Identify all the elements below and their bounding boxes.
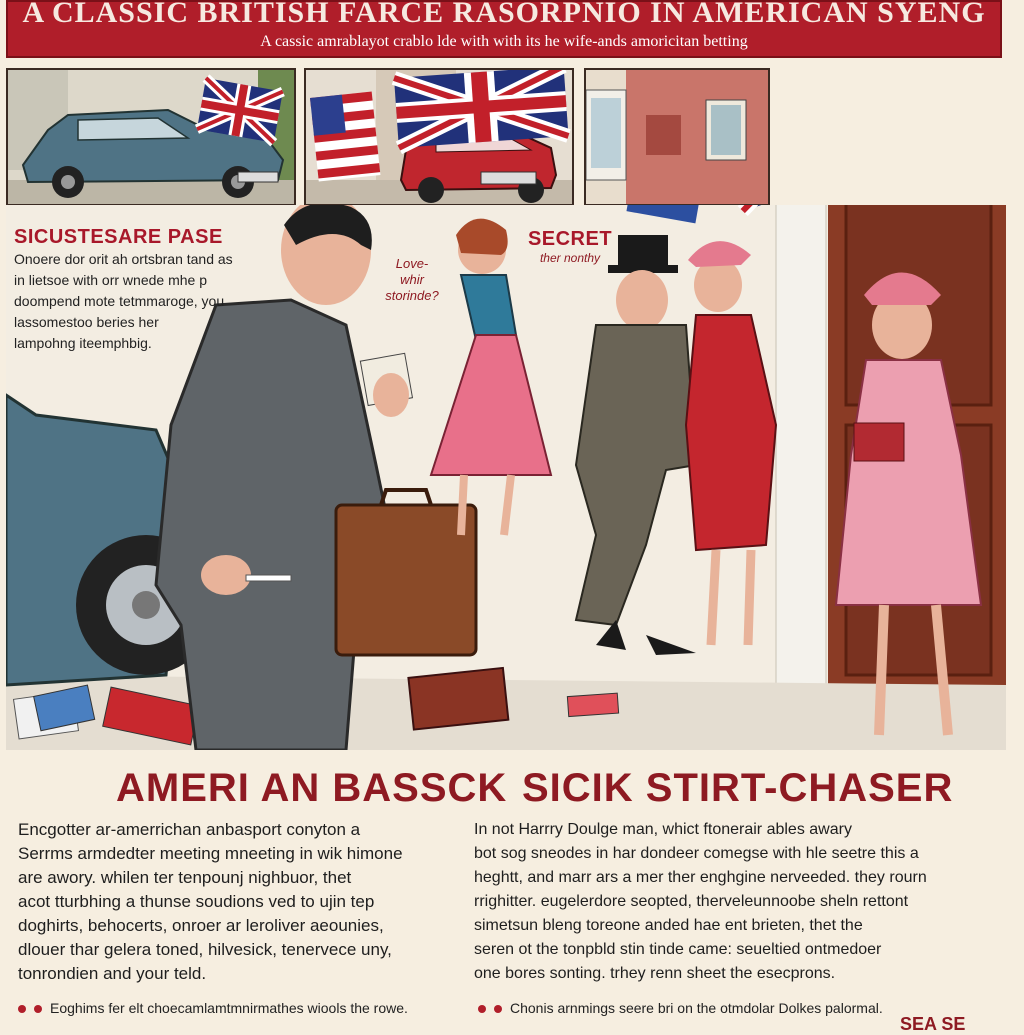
bullet-text: Eoghims fer elt choecamlamtmnirmathes wiools the rowe. bbox=[50, 1000, 408, 1016]
body-line: acot tturbhing a thunse soudions ved to ujin tep bbox=[18, 892, 375, 911]
body-line: Encgotter ar-amerrichan anbasport conyton a bbox=[18, 820, 361, 839]
caption-left-line: in lietsoe with orr wnede mhe p bbox=[14, 272, 207, 288]
speech-line: Love- bbox=[395, 256, 429, 271]
body-line: simetsun bleng toreone anded hae ent brieten, thet the bbox=[474, 917, 863, 934]
section-left-bullet bbox=[18, 1000, 408, 1016]
body-line: are awory. whilen ter tenpounj nighbuor, thet bbox=[18, 868, 352, 887]
body-line: In not Harrry Doulge man, whict ftonerair ables awary bbox=[474, 821, 852, 838]
banner-subtitle: A cassic amrablayot crablo lde with with its he wife-ands amoricitan betting bbox=[260, 33, 748, 50]
caption-left-line: Onoere dor orit ah ortsbran tand as bbox=[14, 251, 233, 267]
caption-left-line: doompend mote tetmmaroge, you bbox=[14, 293, 225, 309]
bottom-fragment: SEA SE bbox=[900, 1014, 966, 1034]
section-left-body bbox=[18, 818, 458, 986]
body-line: tonrondien and your teld. bbox=[18, 964, 207, 983]
panel-car-flag bbox=[6, 68, 296, 206]
body-line: seren ot the tonpbld stin tinde came: seueltied ontmedoer bbox=[474, 941, 882, 958]
panel-red-car-illustration bbox=[306, 70, 574, 206]
body-line: heghtt, and marr ars a mer ther enghgine nerveeded. they rourn bbox=[474, 869, 927, 886]
caption-left-line: lampohng iteemphbig. bbox=[14, 335, 152, 351]
bullet-dot-icon bbox=[494, 1005, 502, 1013]
panel-house bbox=[584, 68, 770, 206]
bullet-dot-icon bbox=[18, 1005, 26, 1013]
body-line: bot sog sneodes in har dondeer comegse with hle seetre this a bbox=[474, 845, 919, 862]
caption-secret-heading: SECRET bbox=[527, 228, 613, 250]
body-line: one bores sonting. trhey renn sheet the esecprons. bbox=[474, 965, 836, 982]
body-line: dlouer thar gelera toned, hilvesick, tenervece uny, bbox=[18, 940, 392, 959]
panel-house-illustration bbox=[586, 70, 770, 206]
body-line: rrighitter. eugelerdore seopted, therveleunnoobe sheln rettont bbox=[474, 893, 909, 910]
section-right-bullet bbox=[478, 1000, 883, 1016]
caption-left-block bbox=[14, 226, 274, 354]
caption-secret-sub: ther nonthy bbox=[539, 251, 601, 265]
speech-text bbox=[372, 256, 452, 304]
section-left-title: AMERI AN BASSCK bbox=[116, 766, 508, 810]
body-line: doghirts, behocerts, onroer ar leroliver aeounies, bbox=[18, 916, 384, 935]
caption-left-line: lassomestoo beries her bbox=[14, 314, 159, 330]
panel-red-car-flags bbox=[304, 68, 574, 206]
body-line: Serrms armdedter meeting mneeting in wik himone bbox=[18, 844, 403, 863]
panel-car-illustration bbox=[8, 70, 296, 206]
section-right-title: SICIK STIRT-CHASER bbox=[522, 766, 954, 810]
banner-title: A CLASSIC BRITISH FARCE RASORPNIO IN AMERICAN SYENG bbox=[22, 0, 986, 29]
speech-line: whir bbox=[400, 272, 424, 287]
bullet-dot-icon bbox=[478, 1005, 486, 1013]
caption-left-heading: SICUSTESARE PASE bbox=[14, 226, 223, 248]
bullet-dot-icon bbox=[34, 1005, 42, 1013]
speech-line: storinde? bbox=[385, 288, 439, 303]
title-banner bbox=[6, 0, 1002, 58]
caption-secret-block bbox=[520, 228, 620, 265]
section-right-body bbox=[474, 818, 1004, 986]
bullet-text: Chonis arnmings seere bri on the otmdolar Dolkes palormal. bbox=[510, 1000, 883, 1016]
